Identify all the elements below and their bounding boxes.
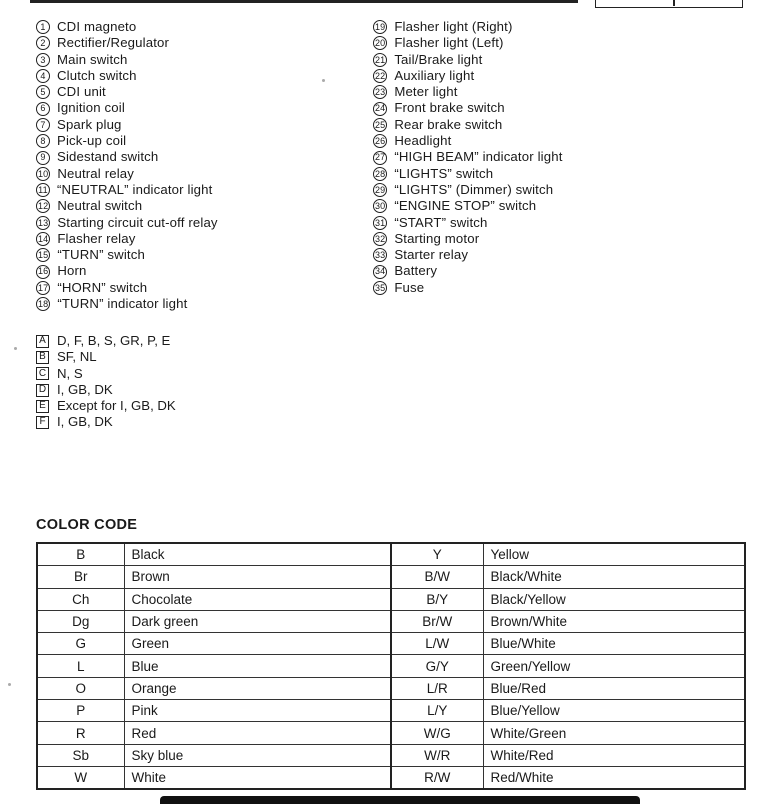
- legend-item: [373, 215, 563, 231]
- legend-item: [36, 52, 218, 68]
- legend-item: [36, 296, 218, 312]
- color-abbrev-cell: Br: [37, 566, 124, 588]
- legend-label: Front brake switch: [394, 100, 505, 116]
- legend-label: Meter light: [394, 84, 458, 100]
- table-row: [37, 744, 745, 766]
- color-name-cell: Sky blue: [124, 744, 391, 766]
- note-item: [36, 349, 176, 365]
- legend-item: [36, 198, 218, 214]
- legend-right-column: [373, 19, 563, 296]
- table-row: [37, 722, 745, 744]
- note-text: N, S: [57, 365, 83, 381]
- legend-label: Horn: [57, 263, 87, 279]
- legend-label: “HIGH BEAM” indicator light: [394, 149, 563, 165]
- color-abbrev-cell: R: [37, 722, 124, 744]
- color-name-cell: Orange: [124, 677, 391, 699]
- legend-item: [373, 52, 563, 68]
- color-code-title: COLOR CODE: [36, 517, 138, 533]
- color-abbrev-cell: Sb: [37, 744, 124, 766]
- legend-item: [36, 68, 218, 84]
- color-name-cell: White/Green: [483, 722, 745, 744]
- color-abbrev-cell: B: [37, 543, 124, 566]
- color-name-cell: Pink: [124, 700, 391, 722]
- legend-label: Clutch switch: [57, 67, 137, 83]
- legend-label: Neutral switch: [57, 198, 143, 214]
- legend-label: CDI unit: [57, 84, 106, 100]
- legend-item: [373, 166, 563, 182]
- color-name-cell: White/Red: [483, 744, 745, 766]
- destination-notes: [36, 333, 176, 431]
- legend-label: Rectifier/Regulator: [57, 35, 170, 51]
- legend-label: Pick-up coil: [57, 133, 127, 149]
- legend-label: Starter relay: [394, 247, 469, 263]
- legend-item: [36, 166, 218, 182]
- circled-number: 24: [373, 102, 387, 116]
- legend-item: [373, 247, 563, 263]
- color-name-cell: Blue/Yellow: [483, 700, 745, 722]
- color-abbrev-cell: B/Y: [391, 588, 483, 610]
- circled-number: 18: [36, 297, 50, 311]
- color-abbrev-cell: R/W: [391, 766, 483, 789]
- circled-number: 28: [373, 167, 387, 181]
- legend-item: [373, 68, 563, 84]
- legend-label: CDI magneto: [57, 19, 137, 34]
- color-abbrev-cell: W: [37, 766, 124, 789]
- legend-item: [36, 280, 218, 296]
- note-text: Except for I, GB, DK: [57, 398, 176, 414]
- circled-number: 34: [373, 265, 387, 279]
- circled-number: 4: [36, 69, 50, 83]
- legend-item: [373, 198, 563, 214]
- legend-label: Spark plug: [57, 116, 122, 132]
- circled-number: 16: [36, 265, 50, 279]
- boxed-letter: D: [36, 384, 49, 397]
- circled-number: 25: [373, 118, 387, 132]
- circled-number: 15: [36, 248, 50, 262]
- table-row: [37, 543, 745, 566]
- circled-number: 2: [36, 36, 50, 50]
- scan-speck: [322, 79, 325, 82]
- legend-item: [373, 280, 563, 296]
- legend-item: [373, 263, 563, 279]
- circled-number: 32: [373, 232, 387, 246]
- color-abbrev-cell: Dg: [37, 610, 124, 632]
- legend-label: Main switch: [57, 51, 128, 67]
- circled-number: 11: [36, 183, 50, 197]
- color-name-cell: Chocolate: [124, 588, 391, 610]
- legend-label: Neutral relay: [57, 165, 135, 181]
- note-text: I, GB, DK: [57, 414, 113, 430]
- note-item: [36, 414, 176, 430]
- legend-label: Auxiliary light: [394, 67, 475, 83]
- boxed-letter: E: [36, 400, 49, 413]
- circled-number: 9: [36, 151, 50, 165]
- circled-number: 13: [36, 216, 50, 230]
- table-row: [37, 766, 745, 789]
- legend-label: Tail/Brake light: [394, 51, 483, 67]
- note-item: [36, 333, 176, 349]
- note-text: I, GB, DK: [57, 381, 113, 397]
- color-name-cell: Green: [124, 633, 391, 655]
- circled-number: 29: [373, 183, 387, 197]
- color-abbrev-cell: L/W: [391, 633, 483, 655]
- color-name-cell: Black/Yellow: [483, 588, 745, 610]
- color-abbrev-cell: L/R: [391, 677, 483, 699]
- scan-speck: [14, 347, 17, 350]
- legend-item: [36, 19, 218, 35]
- circled-number: 10: [36, 167, 50, 181]
- color-abbrev-cell: Y: [391, 543, 483, 566]
- color-abbrev-cell: W/G: [391, 722, 483, 744]
- circled-number: 21: [373, 53, 387, 67]
- legend-label: Ignition coil: [57, 100, 125, 116]
- legend-item: [373, 149, 563, 165]
- top-rule: [30, 0, 578, 3]
- color-abbrev-cell: L/Y: [391, 700, 483, 722]
- color-abbrev-cell: Br/W: [391, 610, 483, 632]
- circled-number: 12: [36, 199, 50, 213]
- legend-item: [36, 100, 218, 116]
- circled-number: 5: [36, 85, 50, 99]
- legend-label: Sidestand switch: [57, 149, 159, 165]
- color-name-cell: Dark green: [124, 610, 391, 632]
- boxed-letter: C: [36, 367, 49, 380]
- circled-number: 30: [373, 199, 387, 213]
- legend-label: Battery: [394, 263, 438, 279]
- color-name-cell: Brown: [124, 566, 391, 588]
- color-name-cell: Red/White: [483, 766, 745, 789]
- color-code-table: [36, 542, 746, 790]
- legend-label: Starting circuit cut-off relay: [57, 214, 218, 230]
- table-row: [37, 633, 745, 655]
- title-block-divider: [673, 0, 675, 6]
- circled-number: 35: [373, 281, 387, 295]
- legend-item: [373, 84, 563, 100]
- boxed-letter: B: [36, 351, 49, 364]
- circled-number: 19: [373, 20, 387, 34]
- legend-item: [36, 84, 218, 100]
- legend-left-column: [36, 19, 218, 312]
- circled-number: 3: [36, 53, 50, 67]
- legend-item: [36, 247, 218, 263]
- legend-label: “NEUTRAL” indicator light: [57, 181, 213, 197]
- legend-item: [373, 231, 563, 247]
- color-abbrev-cell: W/R: [391, 744, 483, 766]
- scan-speck: [8, 683, 11, 686]
- circled-number: 22: [373, 69, 387, 83]
- legend-item: [36, 149, 218, 165]
- legend-label: “ENGINE STOP” switch: [394, 198, 537, 214]
- color-name-cell: Green/Yellow: [483, 655, 745, 677]
- legend-item: [36, 133, 218, 149]
- legend-label: Flasher relay: [57, 230, 136, 246]
- color-name-cell: Red: [124, 722, 391, 744]
- legend-item: [373, 19, 563, 35]
- color-abbrev-cell: O: [37, 677, 124, 699]
- legend-label: “START” switch: [394, 214, 488, 230]
- circled-number: 33: [373, 248, 387, 262]
- legend-item: [373, 133, 563, 149]
- color-abbrev-cell: G: [37, 633, 124, 655]
- boxed-letter: A: [36, 335, 49, 348]
- legend-label: Rear brake switch: [394, 116, 503, 132]
- table-row: [37, 677, 745, 699]
- legend-item: [36, 117, 218, 133]
- legend-item: [373, 117, 563, 133]
- circled-number: 17: [36, 281, 50, 295]
- title-block-frame: [595, 0, 743, 8]
- legend-item: [36, 182, 218, 198]
- color-abbrev-cell: B/W: [391, 566, 483, 588]
- legend-item: [373, 100, 563, 116]
- legend-item: [36, 35, 218, 51]
- table-row: [37, 610, 745, 632]
- color-name-cell: Blue/Red: [483, 677, 745, 699]
- circled-number: 14: [36, 232, 50, 246]
- circled-number: 8: [36, 134, 50, 148]
- color-name-cell: White: [124, 766, 391, 789]
- color-name-cell: Blue: [124, 655, 391, 677]
- legend-label: Flasher light (Right): [394, 19, 513, 34]
- legend-label: Fuse: [394, 279, 425, 295]
- legend-label: “LIGHTS” switch: [394, 165, 494, 181]
- legend-label: “HORN” switch: [57, 279, 148, 295]
- circled-number: 31: [373, 216, 387, 230]
- legend-item: [36, 263, 218, 279]
- color-name-cell: Blue/White: [483, 633, 745, 655]
- color-name-cell: Yellow: [483, 543, 745, 566]
- legend-label: “TURN” indicator light: [57, 296, 188, 312]
- legend-item: [36, 231, 218, 247]
- legend-label: Headlight: [394, 133, 452, 149]
- legend-item: [36, 215, 218, 231]
- table-row: [37, 655, 745, 677]
- legend-label: “TURN” switch: [57, 247, 145, 263]
- table-row: [37, 700, 745, 722]
- note-text: D, F, B, S, GR, P, E: [57, 333, 171, 348]
- color-name-cell: Black: [124, 543, 391, 566]
- circled-number: 20: [373, 36, 387, 50]
- color-abbrev-cell: G/Y: [391, 655, 483, 677]
- legend-item: [373, 182, 563, 198]
- note-item: [36, 382, 176, 398]
- table-row: [37, 588, 745, 610]
- table-row: [37, 566, 745, 588]
- color-name-cell: Brown/White: [483, 610, 745, 632]
- legend-label: Flasher light (Left): [394, 35, 504, 51]
- legend-label: “LIGHTS” (Dimmer) switch: [394, 181, 554, 197]
- legend-item: [373, 35, 563, 51]
- boxed-letter: F: [36, 416, 49, 429]
- color-abbrev-cell: Ch: [37, 588, 124, 610]
- note-item: [36, 398, 176, 414]
- circled-number: 7: [36, 118, 50, 132]
- circled-number: 27: [373, 151, 387, 165]
- color-name-cell: Black/White: [483, 566, 745, 588]
- note-item: [36, 366, 176, 382]
- circled-number: 26: [373, 134, 387, 148]
- note-text: SF, NL: [57, 349, 97, 365]
- circled-number: 6: [36, 102, 50, 116]
- circled-number: 23: [373, 85, 387, 99]
- legend-label: Starting motor: [394, 230, 480, 246]
- circled-number: 1: [36, 20, 50, 34]
- color-abbrev-cell: P: [37, 700, 124, 722]
- color-abbrev-cell: L: [37, 655, 124, 677]
- bottom-bar: [160, 796, 640, 804]
